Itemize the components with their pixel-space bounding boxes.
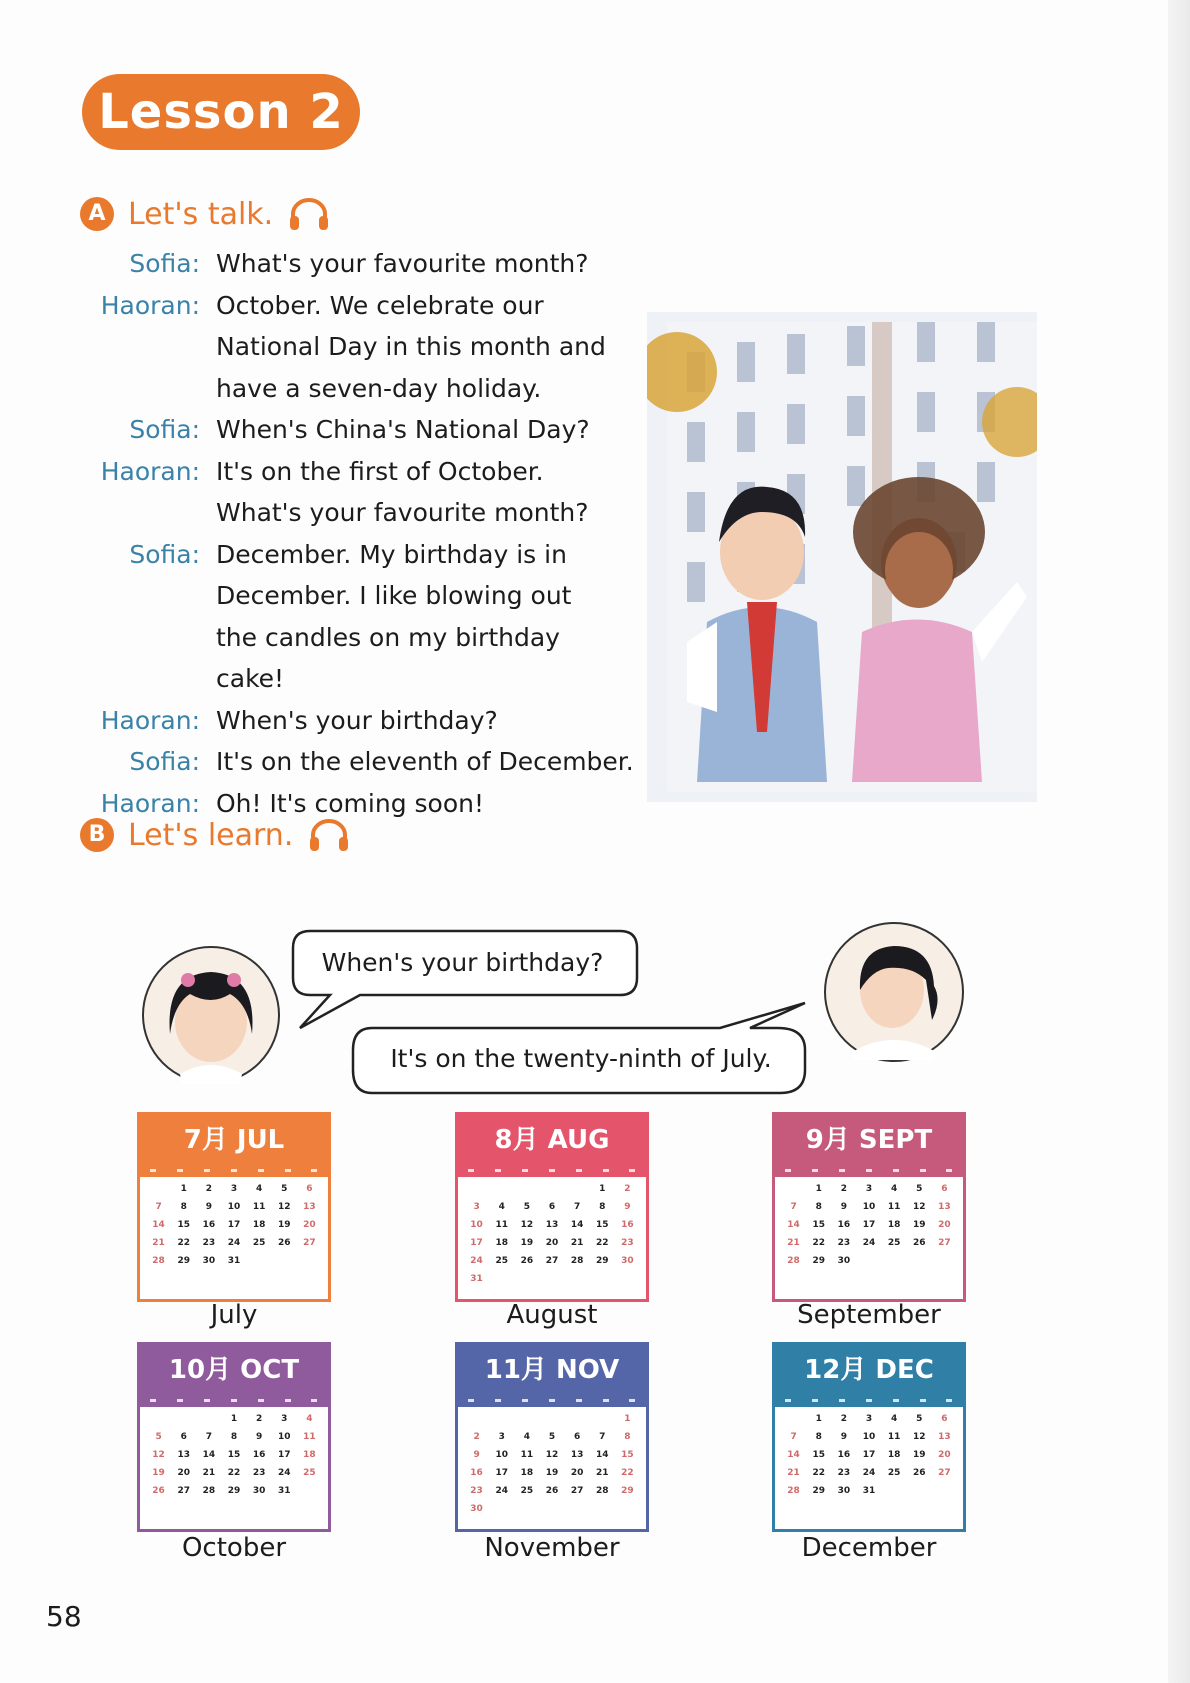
calendar-day: 15 [621,1450,634,1460]
dialogue-line [0,332,660,374]
month-name: November [484,1533,620,1563]
calendar-day: 7 [790,1432,797,1442]
calendar-day: 23 [621,1238,634,1248]
calendar-july [137,1112,331,1302]
calendar-day: 5 [155,1432,162,1442]
calendar-day: 15 [812,1220,825,1230]
speech-text: Oh! It's coming soon! [216,788,484,818]
calendar-day: 16 [837,1450,851,1460]
woman-avatar [822,920,966,1064]
calendar-day: 31 [862,1486,876,1496]
speaker-name: Sofia: [129,415,200,444]
calendar-day: 6 [941,1414,948,1424]
calendar-day: 31 [278,1486,291,1496]
speaker-name: Sofia: [129,539,200,569]
calendar-day: 18 [887,1450,901,1460]
calendar-day: 6 [306,1184,313,1194]
speech-text: When's your birthday? [216,705,498,735]
calendar-day: 3 [473,1202,480,1212]
calendar-day: 30 [837,1486,851,1496]
dialogue-line [0,291,660,333]
calendar-day: 4 [306,1414,313,1424]
calendar-day: 21 [152,1238,165,1248]
calendar-day: 5 [523,1202,530,1212]
calendar-day: 28 [787,1256,800,1266]
calendar-day: 3 [281,1414,288,1424]
girl-avatar [140,944,282,1086]
calendar-day: 30 [837,1256,851,1266]
dialogue-line [0,540,660,582]
calendar-day: 17 [862,1450,876,1460]
calendar-day: 2 [624,1184,631,1194]
calendar-day: 22 [812,1238,825,1248]
month-name: September [797,1300,941,1330]
calendar-day: 22 [177,1238,190,1248]
calendar-october [137,1342,331,1532]
speech-text: It's on the eleventh of December. [216,747,634,776]
calendar-days [140,1407,328,1499]
calendar-days [458,1177,646,1287]
calendar-day: 7 [599,1432,606,1442]
lesson-title: Lesson 2 [82,74,360,150]
calendar-days [458,1407,646,1517]
month-name: December [801,1533,937,1563]
calendar-day: 29 [812,1486,825,1496]
calendar-day: 6 [180,1432,187,1442]
calendar-day: 3 [230,1184,238,1194]
section-a-badge: A [80,197,114,231]
calendar-day: 22 [621,1468,634,1478]
calendar-day: 28 [596,1486,609,1496]
calendar-header: 7月 JUL [140,1115,328,1163]
calendar-day: 27 [177,1486,190,1496]
calendar-day: 4 [891,1184,898,1194]
calendar-day: 21 [787,1238,800,1248]
calendar-day: 7 [205,1432,212,1442]
calendar-day: 18 [303,1450,316,1460]
calendar-day: 7 [790,1202,797,1212]
calendar-day: 21 [202,1468,216,1478]
calendar-day: 17 [495,1468,508,1478]
calendar-day: 4 [498,1202,505,1212]
calendar-day: 25 [887,1468,901,1478]
calendar-day: 24 [227,1238,241,1248]
weekday-row [775,1393,963,1407]
calendar-day: 7 [574,1202,581,1212]
calendar-day: 2 [473,1432,480,1442]
calendar-day: 29 [177,1256,190,1266]
dialogue-line [0,747,660,789]
calendar-day: 3 [498,1432,505,1442]
calendar-day: 20 [938,1450,951,1460]
calendar-day: 15 [227,1450,241,1460]
dialogue-line [0,457,660,499]
calendar-header: 8月 AUG [458,1115,646,1163]
speaker-name: Haoran: [100,456,200,486]
calendar-day: 30 [202,1256,216,1266]
calendar-day: 8 [815,1202,822,1212]
section-b-title: Let's learn. [128,817,294,853]
weekday-row [775,1163,963,1177]
calendar-day: 29 [596,1256,609,1266]
calendar-day: 8 [180,1202,187,1212]
calendar-day: 23 [837,1468,851,1478]
calendar-day: 2 [840,1414,847,1424]
calendar-day: 2 [205,1184,212,1194]
calendar-day: 20 [938,1220,951,1230]
calendar-day: 4 [891,1414,898,1424]
calendar-day: 14 [570,1220,584,1230]
calendar-day: 25 [887,1238,901,1248]
calendar-day: 18 [520,1468,534,1478]
calendar-day: 8 [624,1432,631,1442]
calendar-day: 19 [913,1450,926,1460]
weekday-row [458,1393,646,1407]
dialogue-line [0,581,660,623]
calendar-day: 24 [862,1238,876,1248]
calendar-day: 8 [815,1432,822,1442]
calendar-day: 20 [177,1468,190,1478]
dialogue-line [0,664,660,706]
calendar-day: 30 [470,1504,483,1514]
calendar-day: 20 [570,1468,584,1478]
calendar-day: 27 [570,1486,584,1496]
speaker-name: Sofia: [129,747,200,776]
calendar-day: 5 [916,1184,923,1194]
calendar-day: 30 [621,1256,634,1266]
calendar-day: 25 [303,1468,316,1478]
calendar-day: 18 [252,1220,266,1230]
calendar-day: 23 [470,1486,483,1496]
calendar-day: 9 [624,1202,631,1212]
calendar-day: 11 [252,1202,266,1212]
calendar-day: 9 [256,1432,263,1442]
calendar-day: 31 [470,1274,483,1284]
calendar-day: 22 [227,1468,241,1478]
calendar-day: 13 [938,1432,951,1442]
calendar-day: 23 [202,1238,216,1248]
section-a-title: Let's talk. [128,196,274,232]
calendar-days [775,1177,963,1269]
calendar-day: 15 [177,1220,190,1230]
calendar-day: 1 [180,1184,187,1194]
calendar-day: 27 [938,1238,951,1248]
calendar-august [455,1112,649,1302]
calendar-day: 23 [837,1238,851,1248]
calendar-day: 5 [548,1432,556,1442]
speech-text: What's your favourite month? [216,249,589,278]
calendar-header: 12月 DEC [775,1345,963,1393]
answer-bubble-text: It's on the twenty-ninth of July. [390,1044,772,1073]
calendar-day: 8 [230,1432,238,1442]
calendar-day: 12 [545,1450,559,1460]
calendar-day: 16 [252,1450,266,1460]
speaker-name: Haoran: [100,788,200,818]
calendar-day: 22 [596,1238,609,1248]
calendar-day: 11 [520,1450,534,1460]
calendar-header: 10月 OCT [140,1345,328,1393]
speaker-name: Haoran: [100,705,200,735]
speech-text: December. I like blowing out [216,581,572,610]
calendar-day: 9 [473,1450,480,1460]
calendar-day: 21 [787,1468,800,1478]
calendar-day: 16 [621,1220,634,1230]
calendar-day: 1 [624,1414,631,1424]
calendar-day: 6 [548,1202,556,1212]
calendar-day: 25 [252,1238,266,1248]
calendar-day: 13 [177,1450,190,1460]
calendar-day: 28 [202,1486,216,1496]
section-b-header [80,817,351,853]
calendar-day: 9 [205,1202,212,1212]
calendar-day: 1 [815,1414,822,1424]
calendar-day: 6 [941,1184,948,1194]
speech-text: the candles on my birthday [216,622,560,652]
calendar-day: 11 [887,1432,901,1442]
calendar-day: 30 [252,1486,266,1496]
page-number: 58 [46,1600,82,1633]
calendar-days [140,1177,328,1269]
calendar-day: 12 [152,1450,165,1460]
calendar-day: 14 [152,1220,165,1230]
calendar-day: 13 [570,1450,584,1460]
speech-text: National Day in this month and [216,332,606,361]
calendar-day: 19 [520,1238,534,1248]
calendar-day: 10 [862,1202,876,1212]
calendar-day: 7 [155,1202,162,1212]
calendar-day: 1 [815,1184,822,1194]
dialogue-line [0,498,660,540]
speech-text: cake! [216,664,285,693]
calendar-day: 1 [599,1184,606,1194]
page-edge [1168,0,1190,1683]
calendar-day: 16 [470,1468,483,1478]
calendar-day: 5 [916,1414,923,1424]
calendar-day: 29 [621,1486,634,1496]
calendar-day: 12 [913,1202,926,1212]
calendar-day: 29 [227,1486,241,1496]
calendar-december [772,1342,966,1532]
calendar-day: 14 [787,1450,800,1460]
calendar-day: 4 [523,1432,530,1442]
headphones-icon[interactable] [307,817,351,853]
weekday-row [140,1163,328,1177]
calendar-day: 26 [152,1486,165,1496]
calendar-day: 24 [470,1256,483,1266]
calendar-day: 26 [913,1238,926,1248]
calendar-day: 3 [865,1414,873,1424]
calendar-day: 19 [152,1468,165,1478]
calendar-day: 10 [278,1432,291,1442]
calendar-day: 27 [303,1238,316,1248]
headphones-icon[interactable] [287,196,331,232]
calendar-day: 25 [495,1256,508,1266]
scene-illustration [647,312,1037,802]
calendar-day: 2 [256,1414,263,1424]
calendar-day: 17 [470,1238,483,1248]
calendar-day: 18 [495,1238,508,1248]
calendar-day: 5 [281,1184,288,1194]
calendar-day: 28 [152,1256,165,1266]
calendar-header: 11月 NOV [458,1345,646,1393]
calendar-day: 17 [278,1450,291,1460]
calendar-day: 11 [495,1220,508,1230]
calendar-day: 12 [520,1220,534,1230]
speech-text: have a seven-day holiday. [216,373,542,403]
calendar-day: 20 [303,1220,316,1230]
calendar-day: 15 [812,1450,825,1460]
calendar-day: 24 [278,1468,291,1478]
calendar-day: 22 [812,1468,825,1478]
calendar-day: 27 [938,1468,951,1478]
calendar-day: 19 [278,1220,291,1230]
calendar-day: 1 [230,1414,238,1424]
speech-text: It's on the first of October. [216,456,544,486]
calendar-day: 17 [227,1220,241,1230]
calendar-day: 13 [303,1202,316,1212]
calendar-day: 19 [913,1220,926,1230]
dialogue-line [0,374,660,416]
calendar-day: 24 [495,1486,508,1496]
calendar-day: 27 [545,1256,559,1266]
calendar-day: 14 [596,1450,609,1460]
calendar-day: 19 [545,1468,559,1478]
calendar-day: 16 [202,1220,216,1230]
calendar-day: 21 [596,1468,609,1478]
speech-text: When's China's National Day? [216,415,590,444]
calendar-day: 24 [862,1468,876,1478]
calendar-day: 15 [596,1220,609,1230]
month-name: August [506,1300,598,1330]
calendar-day: 10 [862,1432,876,1442]
calendar-day: 21 [570,1238,584,1248]
calendar-header: 9月 SEPT [775,1115,963,1163]
dialogue-line [0,706,660,748]
calendar-day: 26 [278,1238,291,1248]
calendar-day: 4 [256,1184,263,1194]
section-b-badge: B [80,818,114,852]
calendar-day: 18 [887,1220,901,1230]
calendar-day: 10 [470,1220,483,1230]
calendar-day: 13 [545,1220,559,1230]
calendar-day: 14 [202,1450,216,1460]
section-a-header [80,196,331,232]
calendar-day: 10 [495,1450,508,1460]
calendar-day: 12 [278,1202,291,1212]
calendar-day: 9 [840,1432,847,1442]
calendar-day: 26 [913,1468,926,1478]
speech-text: October. We celebrate our [216,290,544,320]
calendar-day: 26 [545,1486,559,1496]
calendar-day: 12 [913,1432,926,1442]
calendar-day: 13 [938,1202,951,1212]
weekday-row [458,1163,646,1177]
calendar-days [775,1407,963,1499]
calendar-day: 14 [787,1220,800,1230]
calendar-day: 20 [545,1238,559,1248]
calendar-day: 31 [227,1256,241,1266]
speech-text: What's your favourite month? [216,498,589,527]
calendar-day: 10 [227,1202,241,1212]
weekday-row [140,1393,328,1407]
calendar-day: 29 [812,1256,825,1266]
calendar-day: 11 [887,1202,901,1212]
month-name: July [210,1300,258,1330]
calendar-day: 9 [840,1202,847,1212]
calendar-day: 26 [520,1256,534,1266]
question-bubble-text: When's your birthday? [321,948,604,977]
calendar-day: 17 [862,1220,876,1230]
calendar-day: 16 [837,1220,851,1230]
calendar-day: 28 [570,1256,584,1266]
dialogue-line [0,415,660,457]
calendar-day: 25 [520,1486,534,1496]
speech-text: December. My birthday is in [216,539,567,569]
calendar-november [455,1342,649,1532]
calendar-day: 11 [303,1432,316,1442]
calendar-day: 3 [865,1184,873,1194]
speaker-name: Haoran: [100,290,200,320]
calendar-day: 6 [574,1432,581,1442]
month-name: October [181,1533,287,1563]
dialogue-line [0,249,660,291]
calendar-day: 23 [252,1468,266,1478]
calendar-day: 2 [840,1184,847,1194]
calendar-september [772,1112,966,1302]
calendar-day: 28 [787,1486,800,1496]
speaker-name: Sofia: [129,249,200,278]
dialogue-line [0,623,660,665]
calendar-day: 8 [599,1202,606,1212]
